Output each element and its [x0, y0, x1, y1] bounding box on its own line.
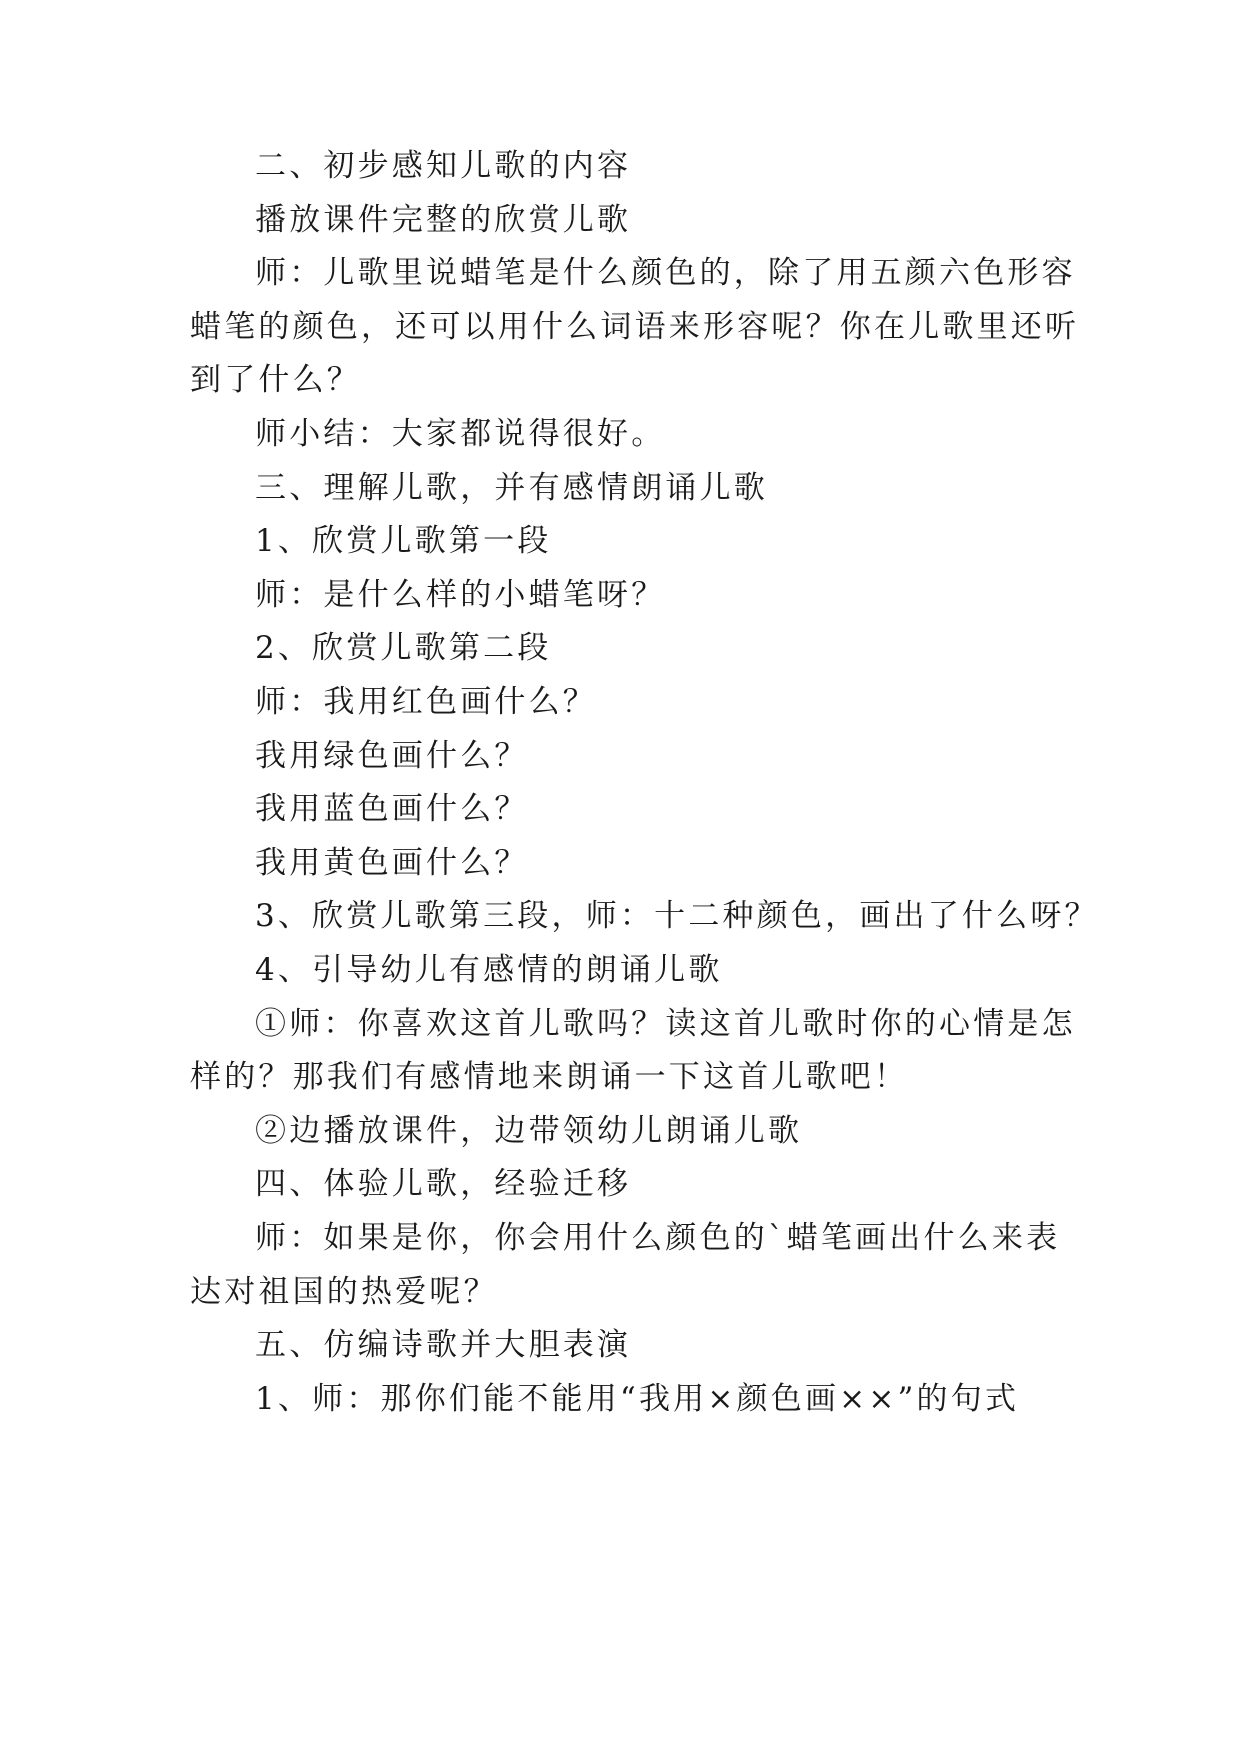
section-heading-2: 二、初步感知儿歌的内容: [255, 148, 632, 184]
paragraph: 我用绿色画什么？: [255, 738, 529, 774]
section-heading-5: 五、仿编诗歌并大胆表演: [255, 1327, 632, 1363]
paragraph: 我用蓝色画什么？: [255, 791, 529, 827]
list-item: 2、欣赏儿歌第二段: [255, 630, 552, 666]
section-heading-3: 三、理解儿歌，并有感情朗诵儿歌: [255, 470, 768, 506]
list-item: 1、欣赏儿歌第一段: [255, 523, 552, 559]
paragraph-line: 师：如果是你，你会用什么颜色的`蜡笔画出什么来表: [255, 1220, 1061, 1256]
list-item: 1、师：那你们能不能用“我用×颜色画××”的句式: [255, 1381, 1020, 1417]
paragraph: ②边播放课件，边带领幼儿朗诵儿歌: [255, 1113, 803, 1149]
section-heading-4: 四、体验儿歌，经验迁移: [255, 1166, 632, 1202]
paragraph: 我用黄色画什么？: [255, 845, 529, 881]
list-item: 4、引导幼儿有感情的朗诵儿歌: [255, 952, 723, 988]
paragraph-line: 蜡笔的颜色，还可以用什么词语来形容呢？你在儿歌里还听: [190, 309, 1080, 345]
paragraph-line: 达对祖国的热爱呢？: [190, 1274, 498, 1310]
list-item: 3、欣赏儿歌第三段，师：十二种颜色，画出了什么呀？: [255, 898, 1099, 934]
paragraph: 播放课件完整的欣赏儿歌: [255, 202, 632, 238]
paragraph: 师：是什么样的小蜡笔呀？: [255, 577, 666, 613]
paragraph-line: ①师：你喜欢这首儿歌吗？读这首儿歌时你的心情是怎: [255, 1006, 1076, 1042]
paragraph-line: 师：儿歌里说蜡笔是什么颜色的，除了用五颜六色形容: [255, 255, 1076, 291]
paragraph: 师：我用红色画什么？: [255, 684, 597, 720]
paragraph-line: 样的？那我们有感情地来朗诵一下这首儿歌吧！: [190, 1059, 909, 1095]
paragraph: 师小结：大家都说得很好。: [255, 416, 666, 452]
paragraph-line: 到了什么？: [190, 362, 361, 398]
